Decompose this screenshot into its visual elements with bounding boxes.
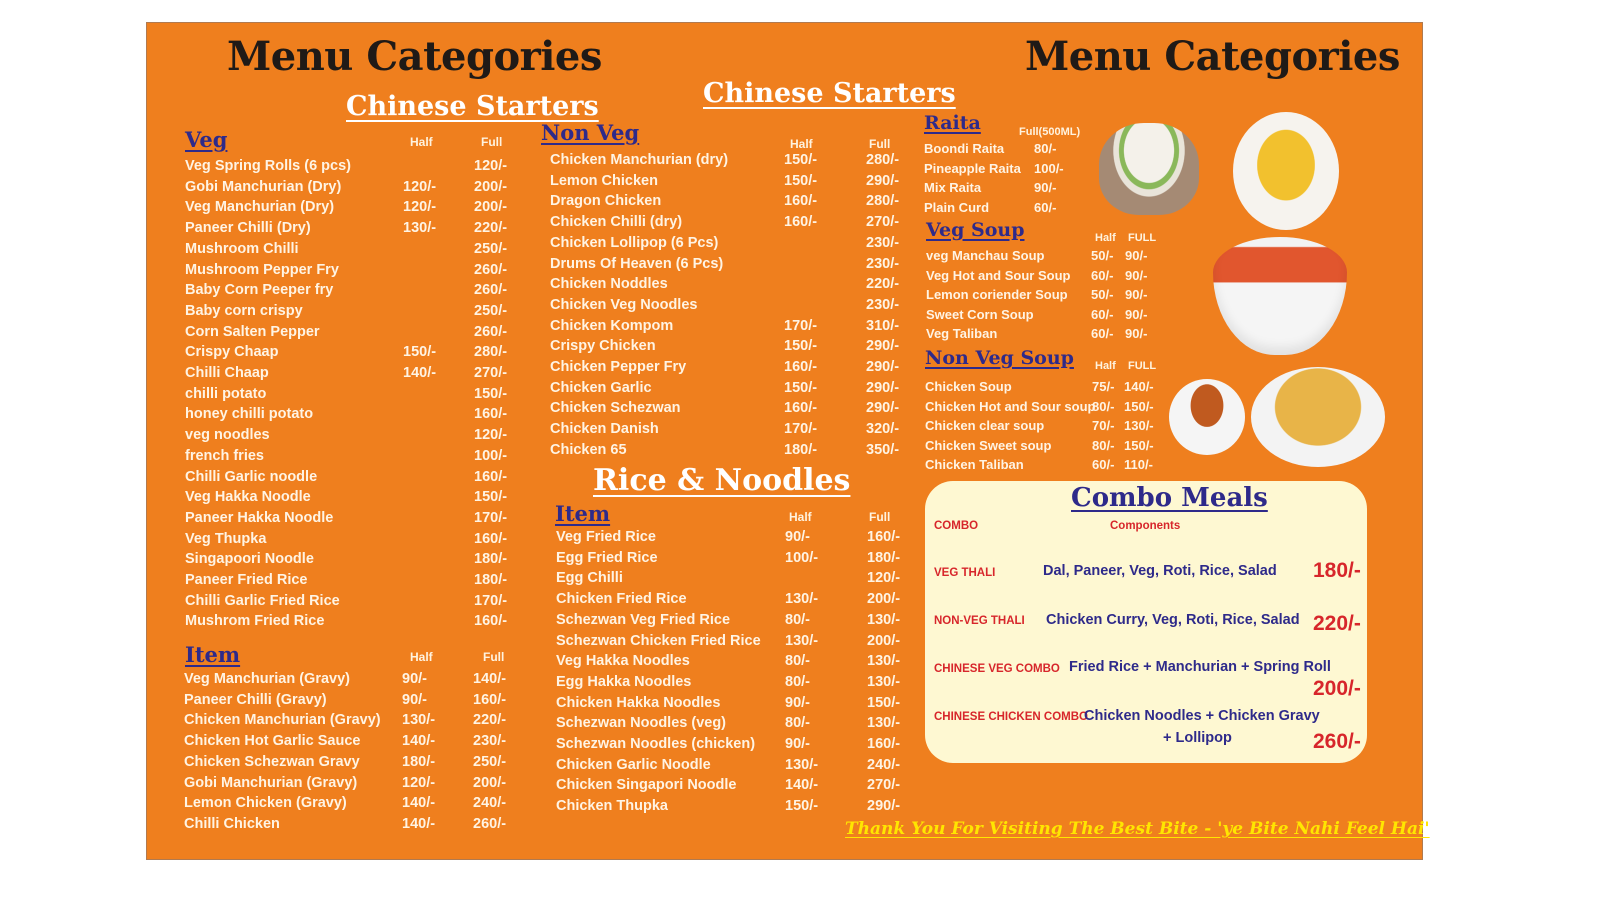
item-name: veg noodles [185,427,270,444]
item-name: Egg Fried Rice [556,549,658,566]
full-price: 160/- [473,691,507,708]
combo-components: Dal, Paneer, Veg, Roti, Rice, Salad [1043,563,1277,579]
menu-page [146,22,1430,860]
full-price: 290/- [866,172,900,189]
half-price: 140/- [403,365,437,381]
item-name: Chicken clear soup [925,418,1045,433]
item-name: Baby corn crispy [185,302,303,319]
right-menu-title: Menu Categories [1025,33,1400,80]
item-name: Chicken Manchurian (dry) [550,152,729,168]
full-price: 170/- [474,509,508,526]
item-name: Chicken Garlic [550,379,652,396]
half-price: 150/- [784,338,818,355]
middle-chinese-starters-title: Chinese Starters [703,78,956,109]
item-name: Chicken Schezwan [550,400,681,417]
combo-price: 200/- [1313,677,1361,700]
full-price: 150/- [474,385,508,402]
half-price: 150/- [784,152,818,168]
full-price: 80/- [1034,141,1057,156]
gravy-half-header: Half [410,650,433,664]
item-name: Veg Taliban [926,326,998,341]
item-name: Veg Manchurian (Gravy) [184,671,350,687]
full-price: 270/- [866,214,900,231]
veg-soup-full-header: FULL [1128,232,1157,244]
full-price: 90/- [1125,287,1148,302]
full-price: 260/- [473,815,507,832]
half-price: 180/- [784,441,818,458]
gravy-item-heading: Item [185,642,241,667]
full-price: 160/- [474,468,508,485]
combo-name: CHINESE VEG COMBO [934,663,1060,675]
item-name: honey chilli potato [185,406,314,423]
full-price: 180/- [474,551,508,568]
full-price: 130/- [867,653,901,670]
full-price: 160/- [474,530,508,547]
half-price: 160/- [784,400,818,417]
item-name: Chicken Singapori Noodle [556,777,737,794]
half-price: 160/- [784,214,818,231]
item-name: Schezwan Veg Fried Rice [556,611,731,628]
combo-name: VEG THALI [934,567,996,579]
full-price: 350/- [866,441,900,458]
full-price: 180/- [867,549,901,566]
full-price: 150/- [474,489,508,506]
full-price: 130/- [867,611,901,628]
item-name: Chicken Kompom [550,317,674,334]
full-price: 160/- [867,736,901,752]
item-name: Corn Salten Pepper [185,323,320,340]
rice-item-heading: Item [555,501,611,526]
full-price: 170/- [474,592,508,609]
veg-soup-bowl-image [1213,237,1347,355]
item-name: Chicken Taliban [925,457,1024,472]
half-price: 80/- [1092,437,1115,453]
left-menu-title: Menu Categories [227,33,602,80]
full-price: 310/- [866,317,900,334]
item-name: Chicken Fried Rice [556,591,687,608]
veg-soup-half-header: Half [1095,232,1116,244]
item-name: Lemon Chicken [550,172,658,189]
chicken-noodle-soup-bowl-image [1251,367,1385,467]
full-price: 150/- [1124,398,1154,414]
item-name: Chicken Thupka [556,798,668,815]
full-price: 130/- [1124,418,1154,433]
item-name: Schezwan Noodles (veg) [556,715,727,732]
rice-full-header: Full [869,510,891,524]
item-name: Chilli Chaap [185,365,269,381]
half-price: 160/- [784,359,818,375]
full-price: 160/- [867,529,901,545]
full-price: 280/- [866,152,900,168]
item-name: Egg Chilli [556,570,623,587]
full-price: 270/- [474,365,508,381]
item-name: Schezwan Noodles (chicken) [556,736,756,752]
item-name: Veg Hot and Sour Soup [926,267,1071,283]
rice-half-header: Half [789,510,812,524]
half-price: 60/- [1091,326,1114,341]
full-price: 270/- [867,777,901,794]
half-price: 130/- [403,220,437,237]
full-price: 160/- [474,406,508,423]
combo-components: Chicken Curry, Veg, Roti, Rice, Salad [1046,612,1300,628]
item-name: Chicken Soup [925,379,1012,394]
item-name: Paneer Chilli (Dry) [185,220,311,237]
gravy-full-header: Full [483,650,505,664]
full-price: 200/- [473,774,507,791]
combo-meals-box [925,481,1367,763]
half-price: 50/- [1091,248,1114,263]
components-column-header: Components [1110,520,1181,532]
full-price: 260/- [474,323,508,340]
half-price: 150/- [784,172,818,189]
full-price: 90/- [1125,248,1148,263]
item-name: Egg Hakka Noodles [556,673,692,690]
half-price: 180/- [402,753,436,770]
item-name: Veg Fried Rice [556,529,656,545]
item-name: Chicken Hot and Sour soup [925,398,1096,414]
full-price: 230/- [866,234,900,251]
item-name: Baby Corn Peeper fry [185,282,334,299]
full-price: 100/- [1034,160,1064,176]
item-name: Chicken Lollipop (6 Pcs) [550,234,719,251]
half-price: 80/- [785,611,810,628]
item-name: Paneer Hakka Noodle [185,509,334,526]
item-name: Drums Of Heaven (6 Pcs) [550,255,724,272]
full-price: 60/- [1034,199,1057,215]
half-price: 120/- [403,199,437,216]
full-price: 220/- [866,276,900,293]
item-name: Dragon Chicken [550,193,662,210]
item-name: Chilli Chicken [184,815,280,832]
half-price: 130/- [402,712,436,729]
full-price: 110/- [1124,457,1153,472]
full-price: 130/- [867,673,901,690]
half-price: 150/- [785,798,819,815]
item-name: Chicken Pepper Fry [550,359,687,375]
left-chinese-starters-title: Chinese Starters [346,91,599,122]
non-veg-soup-half-header: Half [1095,360,1116,372]
item-name: Mushrom Fried Rice [185,613,325,630]
combo-column-header: COMBO [934,520,979,532]
manchow-soup-cup-image [1169,379,1245,455]
item-name: Veg Hakka Noodle [185,489,311,506]
raita-full-header: Full(500ML) [1019,126,1081,138]
combo-meals-title: Combo Meals [1071,483,1268,513]
half-price: 100/- [785,549,819,566]
full-price: 320/- [866,421,900,438]
item-name: Chilli Garlic Fried Rice [185,592,340,609]
item-name: Sweet Corn Soup [926,306,1034,322]
non-veg-half-header: Half [790,137,813,151]
full-price: 90/- [1034,180,1057,195]
item-name: Chicken Danish [550,421,659,438]
full-price: 290/- [866,379,900,396]
raita-heading: Raita [924,112,981,134]
non-veg-heading: Non Veg [541,120,640,145]
non-veg-full-header: Full [869,137,891,151]
item-name: Singapoori Noodle [185,551,314,568]
full-price: 200/- [867,591,901,608]
full-price: 240/- [473,795,507,812]
item-name: Mushroom Pepper Fry [185,261,339,278]
half-price: 90/- [785,529,810,545]
item-name: Chicken Sweet soup [925,437,1052,453]
half-price: 90/- [785,736,810,752]
half-price: 140/- [402,733,436,750]
half-price: 170/- [784,317,818,334]
item-name: Gobi Manchurian (Gravy) [184,774,358,791]
full-price: 240/- [867,756,901,773]
half-price: 70/- [1092,418,1115,433]
half-price: 140/- [785,777,819,794]
half-price: 90/- [402,671,427,687]
full-price: 260/- [474,282,508,299]
item-name: Schezwan Chicken Fried Rice [556,632,761,649]
boondi-raita-bowl-image [1099,123,1199,215]
half-price: 160/- [784,193,818,210]
half-price: 80/- [1092,398,1115,414]
item-name: Gobi Manchurian (Dry) [185,178,342,195]
half-price: 80/- [785,715,810,732]
item-name: Chicken Hakka Noodles [556,694,721,711]
item-name: chilli potato [185,385,267,402]
full-price: 130/- [867,715,901,732]
full-price: 90/- [1125,267,1148,283]
combo-components: Chicken Noodles + Chicken Gravy [1084,708,1320,724]
veg-full-header: Full [481,135,503,149]
full-price: 200/- [867,632,901,649]
non-veg-soup-heading: Non Veg Soup [925,347,1074,369]
full-price: 150/- [1124,437,1154,453]
full-price: 120/- [474,427,508,444]
full-price: 200/- [474,199,508,216]
full-price: 120/- [474,158,508,174]
full-price: 90/- [1125,306,1148,322]
item-name: Paneer Chilli (Gravy) [184,691,327,708]
item-name: Chicken Veg Noodles [550,296,698,313]
item-name: Chicken Hot Garlic Sauce [184,733,361,750]
combo-price: 180/- [1313,559,1361,582]
veg-heading: Veg [185,127,228,152]
item-name: Plain Curd [924,199,990,215]
full-price: 120/- [867,570,901,587]
full-price: 290/- [866,338,900,355]
item-name: Chicken Garlic Noodle [556,756,711,773]
half-price: 130/- [785,632,819,649]
combo-price: 260/- [1313,730,1361,753]
full-price: 140/- [1124,379,1154,394]
full-price: 140/- [473,671,507,687]
corn-raita-bowl-image [1233,112,1339,230]
combo-name: CHINESE CHICKEN COMBO [934,711,1088,723]
item-name: Chicken Chilli (dry) [550,214,683,231]
item-name: Paneer Fried Rice [185,572,308,588]
full-price: 290/- [866,359,900,375]
footer-thank-you: Thank You For Visiting The Best Bite - 'ye Bite Nahi Feel Hai' [845,819,1430,839]
item-name: Chicken Schezwan Gravy [184,753,360,770]
half-price: 150/- [403,344,437,361]
item-name: Veg Manchurian (Dry) [185,199,335,216]
item-name: Mix Raita [924,180,982,195]
rice-noodles-title: Rice & Noodles [593,463,851,498]
full-price: 290/- [867,798,901,815]
item-name: Veg Thupka [185,530,267,547]
full-price: 250/- [474,302,508,319]
item-name: Boondi Raita [924,141,1005,156]
full-price: 150/- [867,694,901,711]
item-name: Veg Hakka Noodles [556,653,690,670]
full-price: 280/- [866,193,900,210]
non-veg-soup-full-header: FULL [1128,360,1157,372]
half-price: 50/- [1091,287,1114,302]
item-name: Mushroom Chilli [185,240,299,257]
combo-price: 220/- [1313,612,1361,635]
half-price: 130/- [785,591,819,608]
item-name: Chicken 65 [550,441,627,458]
item-name: Lemon Chicken (Gravy) [184,795,347,812]
half-price: 150/- [784,379,818,396]
item-name: Chicken Manchurian (Gravy) [184,712,381,729]
full-price: 250/- [473,753,507,770]
full-price: 180/- [474,572,508,588]
item-name: Chicken Noddles [550,276,668,293]
full-price: 90/- [1125,326,1148,341]
full-price: 250/- [474,240,508,257]
veg-soup-heading: Veg Soup [926,219,1025,241]
half-price: 120/- [403,178,437,195]
item-name: Pineapple Raita [924,160,1021,176]
item-name: Crispy Chicken [550,338,656,355]
half-price: 90/- [785,694,810,711]
half-price: 80/- [785,653,810,670]
half-price: 140/- [402,815,436,832]
half-price: 60/- [1091,267,1114,283]
half-price: 120/- [402,774,436,791]
full-price: 260/- [474,261,508,278]
item-name: veg Manchau Soup [926,248,1045,263]
half-price: 130/- [785,756,819,773]
full-price: 290/- [866,400,900,417]
half-price: 75/- [1092,379,1115,394]
full-price: 230/- [866,296,900,313]
item-name: Chilli Garlic noodle [185,468,318,485]
half-price: 80/- [785,673,810,690]
item-name: Veg Spring Rolls (6 pcs) [185,158,351,174]
full-price: 160/- [474,613,508,630]
full-price: 200/- [474,178,508,195]
full-price: 230/- [473,733,507,750]
combo-components: Fried Rice + Manchurian + Spring Roll [1069,659,1331,675]
item-name: french fries [185,447,264,464]
full-price: 230/- [866,255,900,272]
combo-components-line2: + Lollipop [1163,730,1232,746]
half-price: 140/- [402,795,436,812]
full-price: 280/- [474,344,508,361]
full-price: 100/- [474,447,508,464]
half-price: 90/- [402,691,427,708]
half-price: 170/- [784,421,818,438]
item-name: Lemon coriender Soup [926,287,1068,302]
half-price: 60/- [1092,457,1115,472]
item-name: Crispy Chaap [185,344,279,361]
veg-half-header: Half [410,135,433,149]
full-price: 220/- [473,712,507,729]
combo-name: NON-VEG THALI [934,615,1025,627]
full-price: 220/- [474,220,508,237]
half-price: 60/- [1091,306,1114,322]
